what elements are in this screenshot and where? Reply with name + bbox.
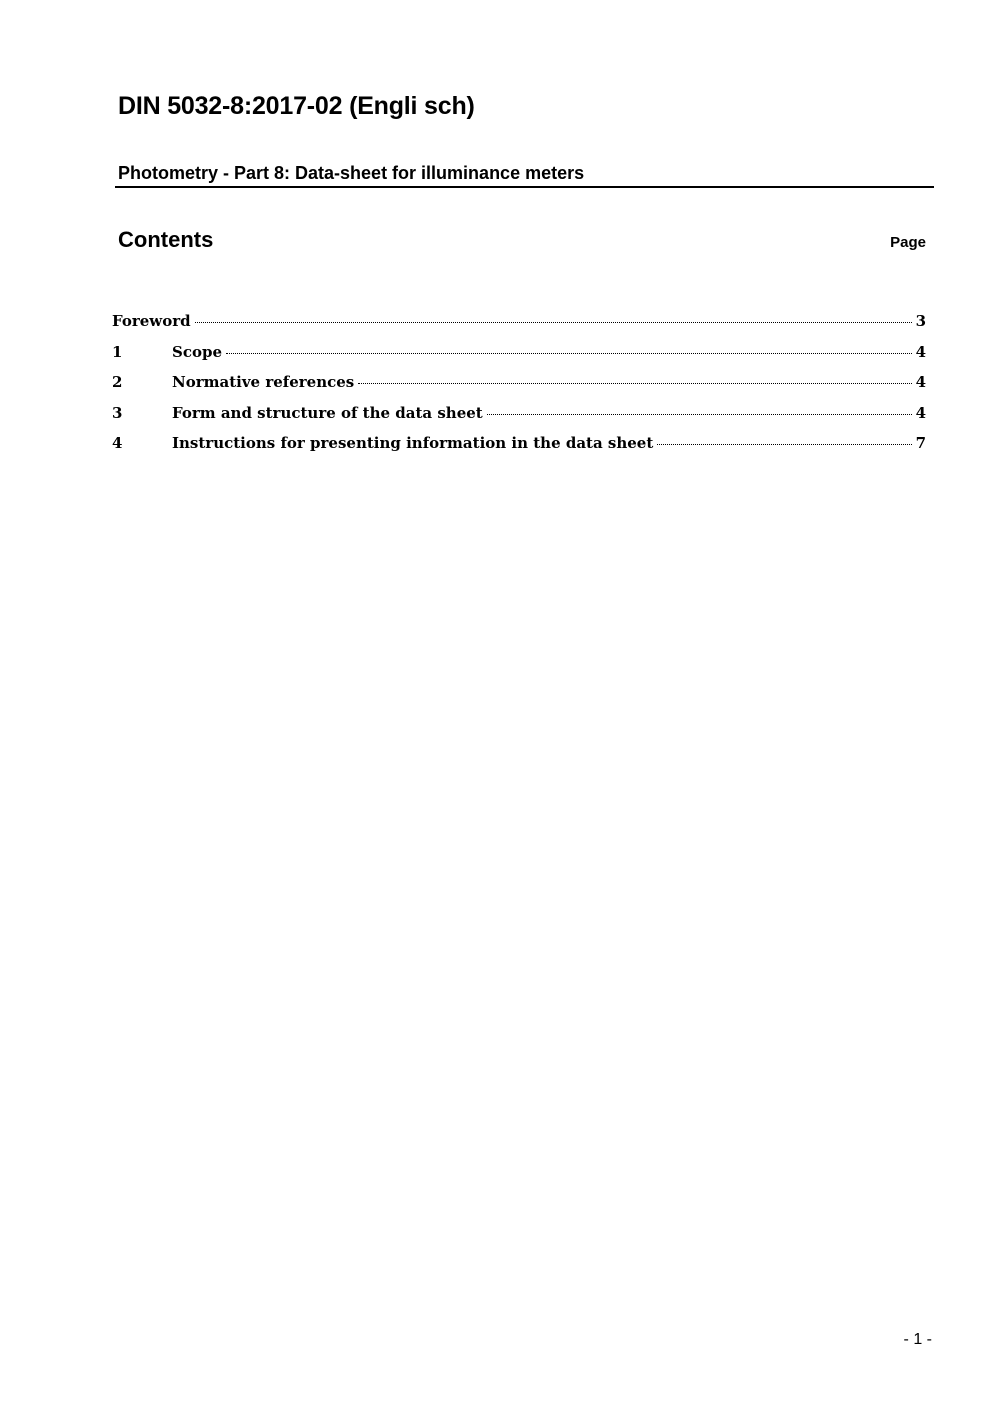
toc-dot-leader — [487, 403, 912, 418]
document-title: DIN 5032-8:2017-02 (Engli sch) — [118, 92, 475, 120]
toc-entry-title: Form and structure of the data sheet — [172, 403, 483, 422]
toc-entry-scope[interactable] — [112, 342, 926, 373]
toc-dot-leader — [195, 311, 912, 326]
toc-entry-page: 7 — [915, 434, 926, 452]
toc-entry-title: Scope — [172, 342, 223, 361]
footer-page-number: - 1 - — [903, 1331, 932, 1348]
toc-entry-page: 4 — [915, 403, 926, 422]
document-subtitle: Photometry - Part 8: Data-sheet for illuminance meters — [118, 163, 585, 183]
page-column-heading: Page — [890, 234, 926, 251]
toc-entry-number: 2 — [112, 373, 123, 391]
toc-entry-normative-references[interactable] — [112, 372, 926, 403]
toc-dot-leader — [657, 433, 911, 448]
toc-entry-title: Foreword — [112, 312, 191, 330]
toc-dot-leader — [358, 372, 911, 387]
subtitle-underline-divider — [115, 186, 934, 188]
toc-entry-page: 4 — [915, 342, 926, 361]
toc-dot-leader — [226, 342, 912, 357]
toc-entry-foreword[interactable] — [112, 311, 926, 342]
toc-entry-number: 1 — [112, 342, 123, 361]
toc-entry-page: 3 — [915, 312, 926, 330]
table-of-contents — [112, 311, 926, 464]
toc-entry-form-and-structure[interactable] — [112, 403, 926, 434]
contents-heading: Contents — [118, 227, 214, 252]
toc-entry-number: 4 — [112, 434, 123, 452]
toc-entry-number: 3 — [112, 403, 123, 422]
toc-entry-title: Normative references — [172, 373, 355, 391]
toc-entry-title: Instructions for presenting information in the data sheet — [172, 434, 654, 452]
toc-entry-instructions[interactable] — [112, 433, 926, 464]
toc-entry-page: 4 — [915, 373, 926, 391]
